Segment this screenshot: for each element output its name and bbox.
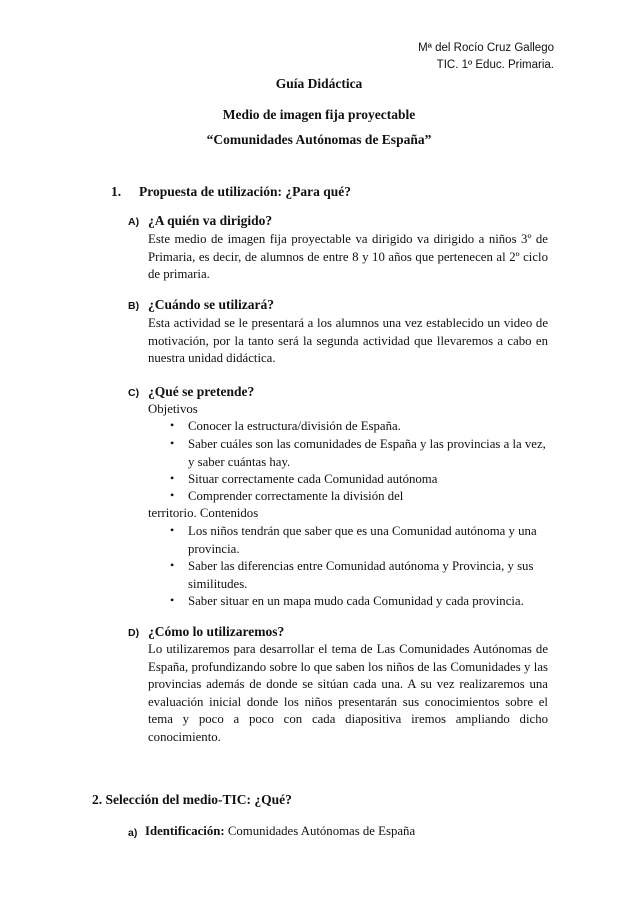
content-item: Saber situar en un mapa mudo cada Comunidad y cada provincia. (188, 594, 524, 608)
section-2-heading: 2. Selección del medio-TIC: ¿Qué? (92, 792, 292, 807)
item-d-text: Lo utilizaremos para desarrollar el tema de Las Comunidades Autónomas de España, profundizando sobre lo que saben los niños de las Comunidades y las provincias además de donde se sitúan cada una. A su vez realizaremos una evaluación inicial donde los niños presentarán sus conocimientos sobre el tema y poco a poco con cada diapositiva iremos ampliando dicho conocimiento. (148, 642, 548, 744)
identification-label: Identificación: (145, 824, 225, 838)
objective-item: Comprender correctamente la división del (188, 489, 404, 503)
bullet-icon: • (170, 488, 175, 502)
author-block (418, 40, 554, 74)
document-subtitle: Medio de imagen fija proyectable (222, 107, 416, 122)
content-item: Saber las diferencias entre Comunidad autónoma y Provincia, y sus similitudes. (188, 559, 534, 591)
bullet-icon: • (170, 593, 175, 607)
document-topic: “Comunidades Autónomas de España” (206, 132, 432, 147)
item-a-marker: A) (128, 216, 140, 228)
section-1-number: 1. (111, 184, 122, 199)
item-b-title: ¿Cuándo se utilizará? (148, 297, 275, 312)
item-b-marker: B) (128, 300, 140, 312)
item-2a-marker: a) (128, 827, 138, 839)
item-a-title: ¿A quién va dirigido? (148, 213, 273, 228)
objective-item: Saber cuáles son las comunidades de España y las provincias a la vez, y saber cuántas hay. (188, 437, 546, 469)
section-1-heading: Propuesta de utilización: ¿Para qué? (139, 184, 351, 199)
item-c-marker: C) (128, 387, 140, 399)
bullet-icon: • (170, 418, 175, 432)
content-item: Los niños tendrán que saber que es una Comunidad autónoma y una provincia. (188, 524, 537, 556)
item-c-title: ¿Qué se pretende? (148, 384, 255, 399)
identification-line (145, 823, 415, 841)
bullet-icon: • (170, 436, 175, 450)
bullet-icon: • (170, 471, 175, 485)
item-d-title: ¿Cómo lo utilizaremos? (148, 624, 285, 639)
objectives-label: Objetivos (148, 402, 198, 416)
item-b-text: Esta actividad se le presentará a los alumnos una vez establecido un video de motivación, por la tanto será la segunda actividad que llevaremos a cabo en nuestra unidad didáctica. (148, 316, 548, 365)
author-course: TIC. 1º Educ. Primaria. (436, 59, 554, 71)
contents-label: territorio. Contenidos (148, 506, 259, 520)
objective-item: Conocer la estructura/división de España. (188, 419, 401, 433)
identification-value: Comunidades Autónomas de España (227, 824, 416, 838)
objective-item: Situar correctamente cada Comunidad autónoma (188, 472, 438, 486)
bullet-icon: • (170, 558, 175, 572)
bullet-icon: • (170, 523, 175, 537)
document-title: Guía Didáctica (275, 76, 363, 91)
item-a-text: Este medio de imagen fija proyectable va dirigido va dirigido a niños 3º de Primaria, es decir, de alumnos de entre 8 y 10 años que pertenecen al 2º ciclo de primaria. (148, 232, 548, 281)
item-d-marker: D) (128, 627, 140, 639)
author-name: Mª del Rocío Cruz Gallego (418, 42, 554, 54)
